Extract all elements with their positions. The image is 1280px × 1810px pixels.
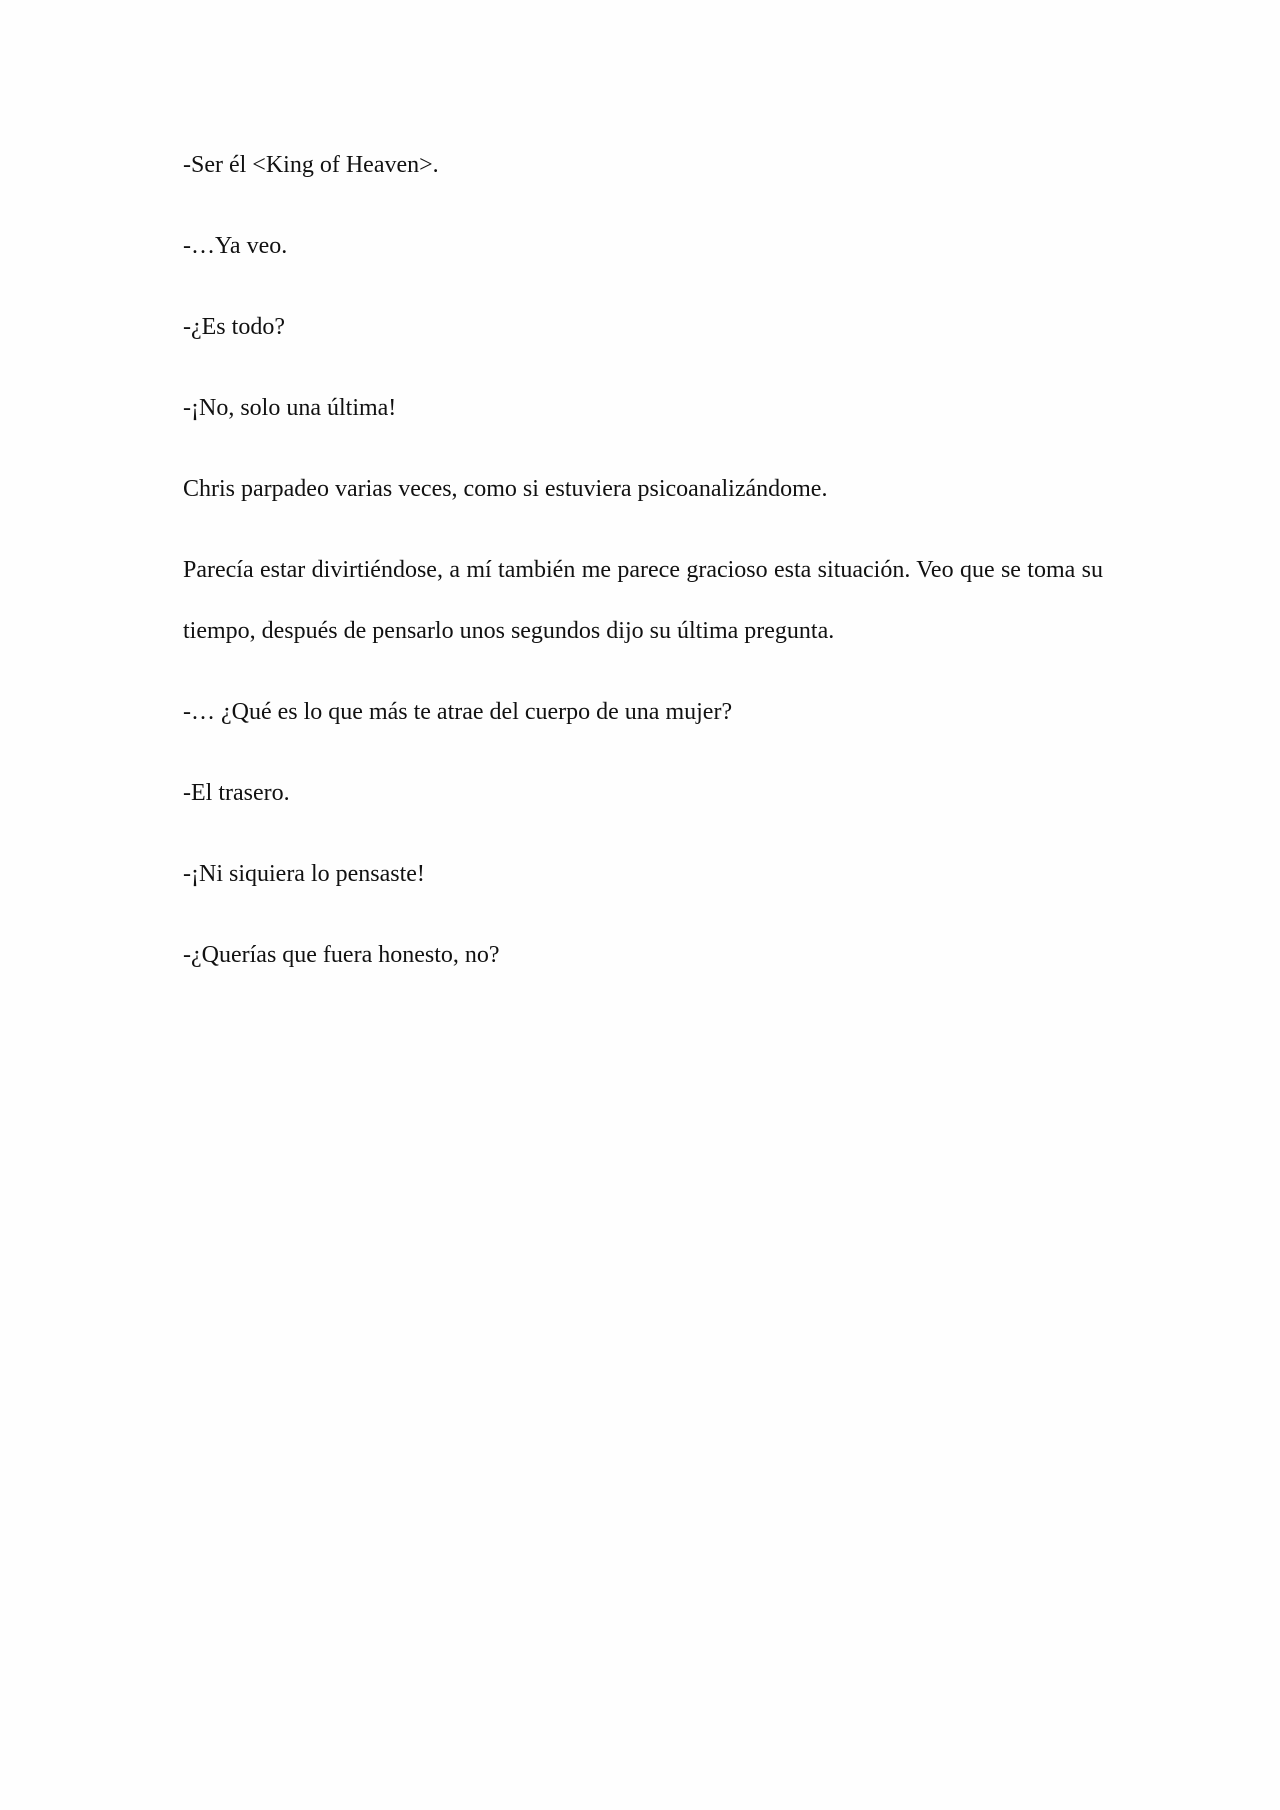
paragraph-6: Parecía estar divirtiéndose, a mí también me parece gracioso esta situación. Veo que se toma su tiempo, después de pensarlo unos segundos dijo su última pregunta. [183, 557, 1103, 644]
paragraph-8: -El trasero. [183, 780, 290, 806]
document-body [183, 148, 1103, 1019]
paragraph-3: -¿Es todo? [183, 314, 285, 340]
paragraph-5: Chris parpadeo varias veces, como si estuviera psicoanalizándome. [183, 476, 828, 502]
paragraph-7: -… ¿Qué es lo que más te atrae del cuerpo de una mujer? [183, 699, 733, 725]
paragraph-4: -¡No, solo una última! [183, 395, 397, 421]
paragraph-9: -¡Ni siquiera lo pensaste! [183, 861, 425, 887]
paragraph-1: -Ser él <King of Heaven>. [183, 152, 439, 178]
paragraph-10: -¿Querías que fuera honesto, no? [183, 942, 500, 968]
paragraph-2: -…Ya veo. [183, 233, 288, 259]
